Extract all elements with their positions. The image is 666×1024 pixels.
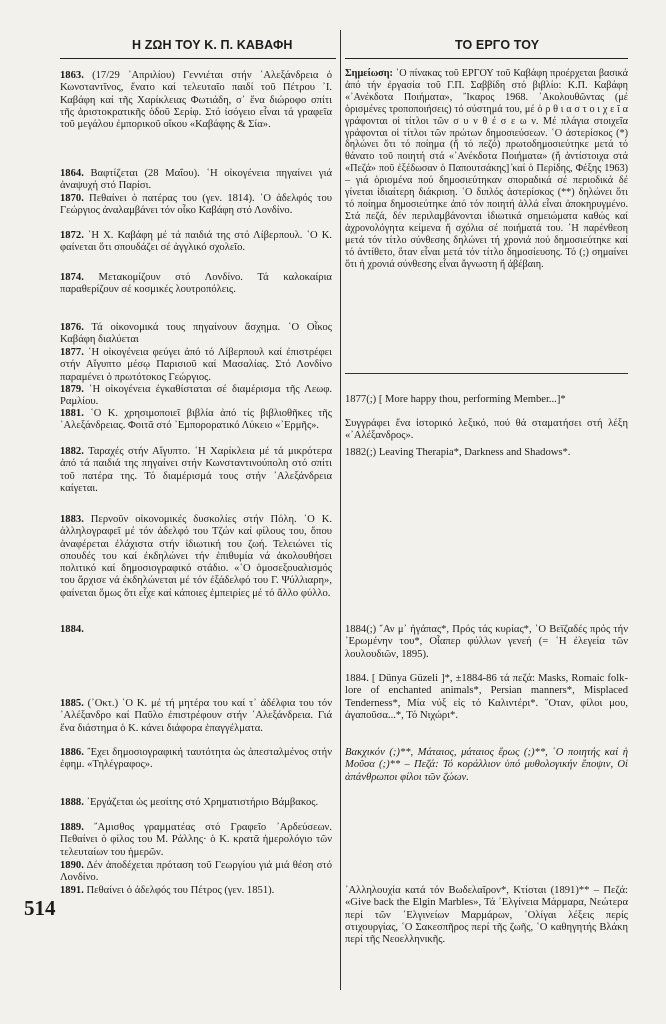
entry-text: ῎Εχει δημοσιογραφική ταυτότητα ὡς ἀπεσταλμένος στήν ἐφημ. «Τηλέγραφος». xyxy=(60,747,332,771)
entry-year: 1870. xyxy=(60,193,84,204)
entry-year: 1883. xyxy=(60,514,84,525)
entry-text: Βαφτίζεται (28 Μαΐου). ῾Η οἰκογένεια πηγαίνει γιά ἀναψυχή στό Παρίσι. xyxy=(60,168,332,192)
life-entry-1891 xyxy=(60,885,332,897)
entry-year: 1874. xyxy=(60,272,84,283)
entry-year: 1884. xyxy=(60,624,84,635)
entry-text: ῾Η οἰκογένεια φεύγει ἀπό τό Λίβερπουλ καί ἐπιστρέφει στήν Αἴγυπτο μέσῳ Παρισιοῦ καί Μασαλίας. Στό Λονδίνο παραμένει ὁ πρωτότοκος Γεώργιος. xyxy=(60,347,332,383)
entry-year: 1889. xyxy=(60,822,84,833)
entry-year: 1881. xyxy=(60,408,84,419)
entry-year: 1877. xyxy=(60,347,84,358)
entry-year: 1891. xyxy=(60,885,84,896)
life-entry-1872 xyxy=(60,230,332,255)
header-rule-left xyxy=(60,58,336,59)
life-entry-1888 xyxy=(60,797,332,809)
entry-year: 1879. xyxy=(60,384,84,395)
life-entry-1884 xyxy=(60,624,332,636)
life-entry-1874 xyxy=(60,272,332,297)
work-entry-1884a: 1884(;) ῎Αν μ᾽ ἠγάπας*, Πρός τάς κυρίας*, ῾Ο Βεϊζαδές πρός τήν ᾽Ερωμένην του*, Οἶαπερ φύλλων γενεή (= ῾Η ἐλεγεία τῶν λουλουδιῶν, 1895). xyxy=(345,624,628,660)
work-entry-lexicon: Συγγράφει ἕνα ἱστορικό λεξικό, πού θά σταματήσει στή λέξη «᾽Αλέξανδρος». xyxy=(345,418,628,442)
column-divider xyxy=(340,30,341,990)
entry-text: Ταραχές στήν Αἴγυπτο. ῾Η Χαρίκλεια μέ τά μικρότερα ἀπό τά παιδιά της πηγαίνει στήν Κωνσταντινούπολη στό σπίτι τοῦ πατέρα της. Τό διαμέρισμά τους στήν ᾽Αλεξάνδρεια καίγεται. xyxy=(60,446,332,494)
entry-year: 1864. xyxy=(60,168,84,179)
entry-year: 1882. xyxy=(60,446,84,457)
left-column-header: Η ΖΩΗ ΤΟΥ Κ. Π. ΚΑΒΑΦΗ xyxy=(132,38,293,52)
editorial-note xyxy=(345,68,628,270)
work-entry-1886: Βακχικόν (;)**, Μάταιος, μάταιος ἔρως (;)**, ῾Ο ποιητής καί ἡ Μοῦσα (;)** – Πεζά: Τό κοράλλιον ὑπό μυθολογικήν ἔποψιν, Οἱ ἀπάνθρωποι φίλοι τῶν ζώων. xyxy=(345,747,628,783)
entry-text: ᾽Εργάζεται ὡς μεσίτης στό Χρηματιστήριο Βάμβακος. xyxy=(83,797,319,808)
life-entry-1883 xyxy=(60,514,332,600)
life-entry-1890 xyxy=(60,860,332,885)
header-rule-right xyxy=(345,58,628,59)
life-entry-1864 xyxy=(60,168,332,193)
entry-text: (17/29 ᾽Απριλίου) Γεννιέται στήν ᾽Αλεξάνδρεια ὁ Κωνσταντῖνος, ἔνατο καί τελευταῖο παιδί τοῦ Πέτρου ᾽Ι. Καβάφη καί τῆς Χαρίκλειας Φωτιάδη, σ᾽ ἕνα διώροφο σπίτι τῆς ἀριστοκρατικῆς ὁδοῦ Σερίφ. Στό ἰσόγειο εἶναι τά γραφεῖα τοῦ μεγάλου ἐμπορικοῦ οἴκου «Καβάφης & Σία». xyxy=(60,70,332,131)
entry-text: ῾Η Χ. Καβάφη μέ τά παιδιά της στό Λίβερπουλ. ῾Ο Κ. φαίνεται ὅτι σπουδάζει σέ ἀγγλικό σχολεῖο. xyxy=(60,230,332,254)
work-entry-1884b: 1884. [ Dünya Güzeli ]*, ±1884-86 τά πεζά: Masks, Romaic folk-lore of enchanted animals*, Persian manners*, Misplaced Tenderness*, Μία νύξ εἰς τό Καλιντέρι*. ῞Οταν, φίλοι μου, ἀγαποῦσα...*, Τό Νιχώρι*. xyxy=(345,673,628,721)
entry-year: 1888. xyxy=(60,797,84,808)
entry-text: Δέν ἀποδέχεται πρόταση τοῦ Γεωργίου γιά μιά θέση στό Λονδίνο. xyxy=(60,860,332,884)
entry-year: 1872. xyxy=(60,230,84,241)
life-entry-1882 xyxy=(60,446,332,495)
entry-year: 1886. xyxy=(60,747,84,758)
entry-text: (᾽Οκτ.) ῾Ο Κ. μέ τή μητέρα του καί τ᾽ ἀδέλφια του τόν ᾽Αλέξανδρο καί Παῦλο ἐπιστρέφουν στήν ᾽Αλεξάνδρεια. Γιά ἕνα διάστημα ὁ Κ. κάνει διάφορα ἐπαγγέλματα. xyxy=(60,698,332,734)
life-entry-1870 xyxy=(60,193,332,218)
note-text: ῾Ο πίνακας τοῦ ΕΡΓΟΥ τοῦ Καβάφη προέρχεται βασικά ἀπό τήν ἐργασία τοῦ Γ.Π. Σαββίδη στό βιβλίο: Κ.Π. Καβάφη «᾽Ανέκδοτα Ποιήματα», ῎Ικαρος 1968. ᾽Ακολουθῶντας (μέ ὁρισμένες τροποποιήσεις) τό σύστημά του, μέ ὀ ρ θ ι α σ τ ο ι χ ε ῖ α γράφονται οἱ τίτλοι τῶν σ υ ν θ έ σ ε ω ν. Μέ πλάγια στοιχεῖα γράφονται οἱ τίτλοι τῶν πρώτων δημοσιεύσεων. ῾Ο ἀστερίσκος (*) δηλώνει ὅτι τό ποίημα (ἤ τό πεζό) πρωτοδημοσιεύτηκε μετά τό θάνατο τοῦ ποιητή στά «᾽Ανέκδοτα Ποιήματα» (ἤ ἀντίστοιχα στά «Πεζά» ποῦ ἐξέδωσαν ὁ Παπουτσάκης] ̓καί ὁ Περίδης, Φέξης 1963) – γιά ὁρισμένα πού δημοσιεύτηκαν σποραδικά σέ περιοδικά δέ γίνεται ἰδιαίτερη διάκριση. ῾Ο διπλός ἀστερίσκος (**) δηλώνει ὅτι τό ποίημα δημοσιεύτηκε ἀπό τόν ποιητή ἀλλά εἶναι ἀποκηρυγμένο. Στά πεζά, δέν περιλαμβάνονται ἰδιωτικά σημειώματα καθώς καί ἀχρονολόγητα κείμενα ἤ σχόλια σέ ποιήματά του. ῾Η παρένθεση μετά τόν τίτλο σύνθεσης δηλώνει τή χρονιά πού δημοσιεύτηκε καί τό ἀντίθετο, ὅταν εἶναι μετά τόν τίτλο δημοσίευσης. Τό (;) σημαίνει ὅτι ἡ χρονιά σύνθεσης εἶναι ἄγνωστη ἤ ἀβέβαιη. xyxy=(345,68,628,270)
life-entry-1886 xyxy=(60,747,332,772)
entry-year: 1885. xyxy=(60,698,84,709)
entry-text: Πεθαίνει ὁ πατέρας του (γεν. 1814). ῾Ο ἀδελφός του Γεώργιος ἀναλαμβάνει τόν οἶκο Καβάφη στό Λονδίνο. xyxy=(60,193,332,217)
entry-year: 1876. xyxy=(60,322,84,333)
life-entry-1889 xyxy=(60,822,332,859)
note-label: Σημείωση: xyxy=(345,68,393,79)
entry-text: Πεθαίνει ὁ ἀδελφός του Πέτρος (γεν. 1851). xyxy=(83,885,275,896)
entry-text: Μετακομίζουν στό Λονδίνο. Τά καλοκαίρια παραθερίζουν σέ κοσμικές λουτροπόλεις. xyxy=(60,272,332,296)
entry-text: Τά οἰκονομικά τους πηγαίνουν ἄσχημα. ῾Ο Οἶκος Καβάφη διαλύεται xyxy=(60,322,332,346)
entry-text: ῾Η οἰκογένεια ἐγκαθίσταται σέ διαμέρισμα τῆς Λεωφ. Ραμλίου. xyxy=(60,384,332,408)
entry-year: 1890. xyxy=(60,860,84,871)
work-entry-1877: 1877(;) [ More happy thou, performing Member...]* xyxy=(345,394,566,405)
life-entry-1876 xyxy=(60,322,332,347)
editorial-note-box xyxy=(345,68,628,374)
work-entry-1891: ᾽Αλληλουχία κατά τόν Βωδελαῖρον*, Κτίσται (1891)** – Πεζά: «Give back the Elgin Marbles», Τά ᾽Ελγίνεια Μάρμαρα, Νεώτερα περί τῶν ᾽Ελγινείων Μαρμάρων, ᾽Ολίγαι λέξεις περίς στιχουργίας, ῾Ο Σακεσπῆρος περί τῆς ζωῆς, ῾Ο καθηγητής Βλάκη περί τῆς Νεοελληνικῆς. xyxy=(345,885,628,946)
life-entry-1881 xyxy=(60,408,332,433)
entry-year: 1863. xyxy=(60,70,84,81)
life-entry-1877 xyxy=(60,347,332,384)
right-column-header: ΤΟ ΕΡΓΟ ΤΟΥ xyxy=(455,38,540,52)
work-entry-1882: 1882(;) Leaving Therapia*, Darkness and Shadows*. xyxy=(345,447,571,458)
entry-text: ῎Αμισθος γραμματέας στό Γραφεῖο ᾽Αρδεύσεων. Πεθαίνει ὁ φίλος του Μ. Ράλλης· ὁ Κ. κρατᾶ ἡμερολόγιο τῶν τελευταίων του ἡμερῶν. xyxy=(60,822,332,858)
entry-text: ῾Ο Κ. χρησιμοποιεῖ βιβλία ἀπό τίς βιβλιοθῆκες τῆς ᾽Αλεξάνδρειας. Φοιτᾶ στό ᾽Εμπορορατικό Λύκειο «᾽Ερμῆς». xyxy=(60,408,332,432)
entry-text: Περνοῦν οἰκονομικές δυσκολίες στήν Πόλη. ῾Ο Κ. ἀλληλογραφεῖ μέ τόν ἀδελφό του Τζών καί φίλους του, ὅπου ἀναφέρεται ἐλάχιστα στήν ἰδιωτική του ζωή. Τελειώνει τίς σπουδές του καί ἐκδηλώνει τήν ἐπιθυμία νά ἀκολουθήσει πολιτικό καί δημοσιογραφικό στάδιο. «῾Ο ὁμοσεξουαλισμός του ἄρχισε νά ἐκδηλώνεται μέ τόν ἐξάδελφό του Γ. Ψύλλιαρη», φαίνεται ὅμως ὅτι εἶχε καί κάποιες ἐμπειρίες μέ τό ἄλλο φύλλο. xyxy=(60,514,332,599)
life-entry-1863 xyxy=(60,70,332,131)
life-entry-1885 xyxy=(60,698,332,735)
life-entry-1879 xyxy=(60,384,332,409)
page-number: 514 xyxy=(24,896,56,920)
